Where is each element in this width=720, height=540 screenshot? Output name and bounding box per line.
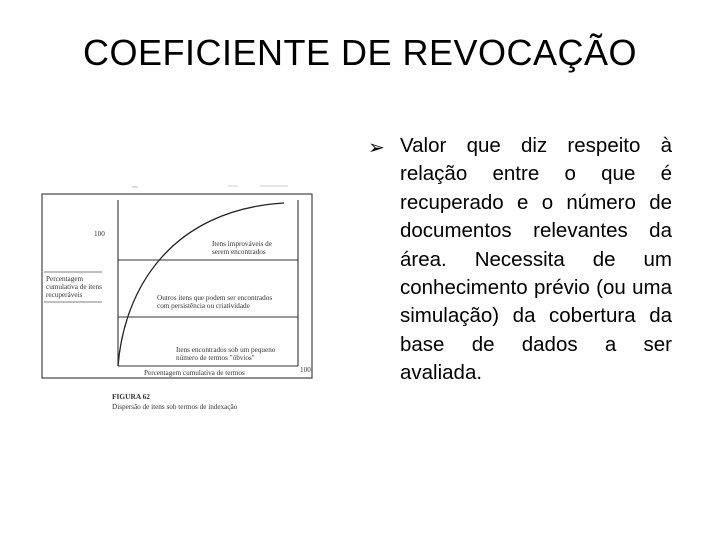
cumulative-curve [118, 203, 284, 366]
figure-caption: Dispersão de itens sob termos de indexação [112, 403, 238, 411]
arrow-bullet-icon: ➢ [368, 135, 385, 159]
slide-title: COEFICIENTE DE REVOCAÇÃO [82, 32, 638, 73]
y-axis-label: Percentagem cumulativa de itens recuperáveis [46, 275, 102, 300]
x-axis-label: Percentagem cumulativa de termos [144, 369, 245, 377]
band-top-label: Itens improváveis de serem encontrados [212, 240, 272, 257]
y-tick-100: 100 [94, 230, 105, 238]
figure-number: FIGURA 62 [112, 392, 150, 401]
scanned-figure [20, 170, 350, 425]
band-bottom-label: Itens encontrados sob um pequeno número de termos "óbvios" [176, 346, 276, 363]
bullet-text: Valor que diz respeito à relação entre o que é recuperado e o número de documentos relevantes da área. Necessita de um conhecimento prévio (ou uma simulação) da cobertura da base de dados a ser avaliada. [400, 134, 672, 385]
bullet-item [368, 132, 672, 388]
x-tick-100: 100 [300, 366, 311, 374]
band-middle-label: Outros itens que podem ser encontrados com persistência ou criatividade [157, 294, 273, 311]
